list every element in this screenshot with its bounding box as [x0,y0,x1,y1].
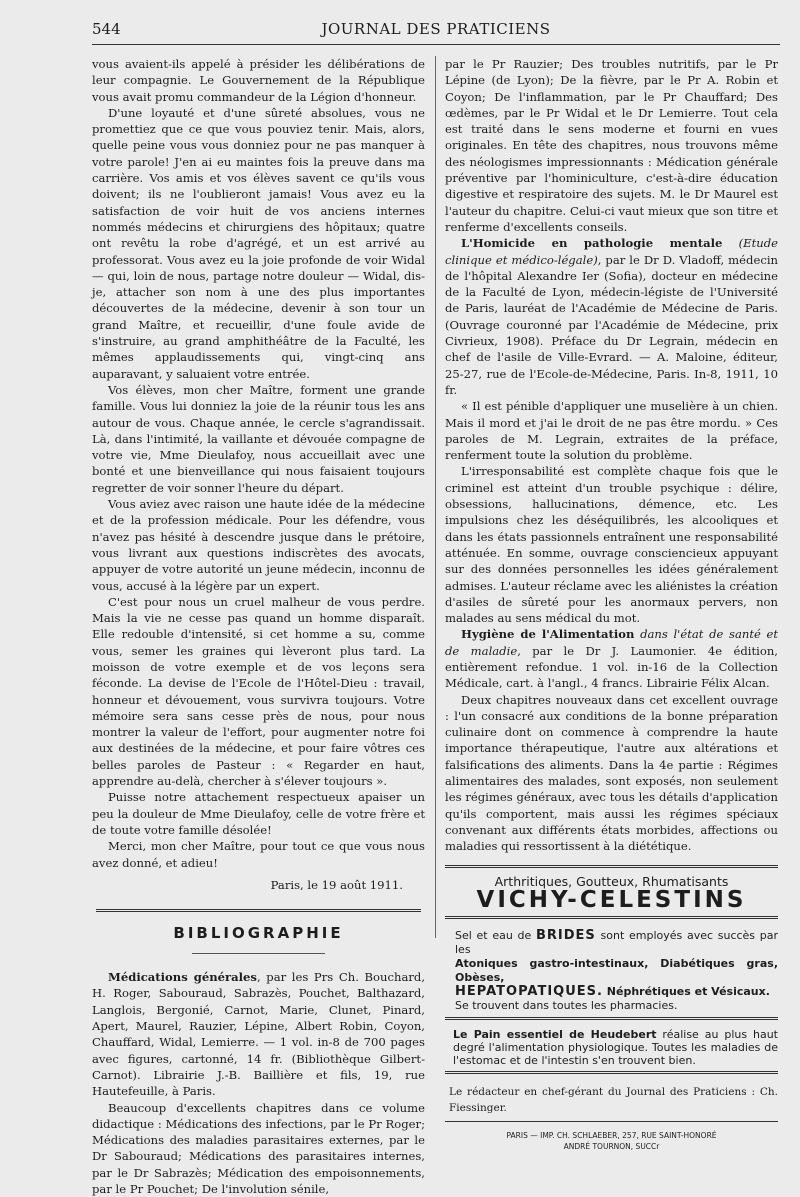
left-column [92,56,425,1197]
ad-brides-brand: BRIDES [536,928,596,944]
bib-entry-title: Médications générales [108,970,257,985]
right-paragraph-1: par le Pr Rauzier; Des troubles nutritifs, par le Pr Lépine (de Lyon); De la fièvre, par le Pr A. Robin et Coyon; De l'inflammation, par le Pr Chauffard; Des œdèmes, par le Pr Widal et le Dr Lemierre. Tout cela est traité dans le sens moderne et fourni en vues originales. En tête des chapitres, nous trouvons même des néologismes impressionnants : Médication générale préventive par l'hominiculture, c'est-à-dire éducation digestive et respiratoire des sujets. M. le Dr Maurel est l'auteur du chapitre. Celui-ci vaut mieux que son titre et renferme d'excellents conseils. [445,57,778,234]
left-paragraph-7: Merci, mon cher Maître, pour tout ce que vous nous avez donné, et adieu! [92,839,425,870]
ad-brides-hepatopatiques: HEPATOPATIQUES. [455,984,603,1000]
ad-heudebert-brand: Le Pain essentiel de Heudebert [453,1028,657,1042]
ad-brides-line-2: Atoniques gastro-intestinaux, Diabétiques gras, Obèses, [455,957,778,985]
running-head: JOURNAL DES PRATICIENS [321,20,551,38]
bib-entry-subtitle: (Etude clinique et médico-légale) [445,236,778,267]
bibliography-heading-block [92,907,425,969]
column-divider [435,56,436,938]
page-header [92,14,780,42]
left-paragraph-1: vous avaient-ils appelé à présider les délibérations de leur compagnie. Le Gouvernement de la République vous avait promu commandeur de la Légion d'honneur. [92,57,425,104]
page-number: 544 [92,20,121,38]
advertisement-block [445,865,778,1152]
bib-entry-subtitle: dans l'état de santé et de maladie [445,627,779,658]
ad-rule-top [445,865,778,868]
bib-entry-details: , par le Dr J. Laumonier. 4e édition, entièrement refondue. 1 vol. in-16 de la Collection Médicale, cart. à l'angl., 4 francs. Librairie Félix Alcan. [445,643,778,691]
left-paragraph-3: Vos élèves, mon cher Maître, forment une grande famille. Vous lui donniez la joie de la réunir tous les ans autour de vous. Chaque année, le cercle s'agrandissait. Là, dans l'intimité, la vaillante et dévouée compagne de votre vie, Mme Dieulafoy, nous accueillait avec une bonté et une bienveillance qui nous faisaient toujours regretter de voir sonner l'heure du départ. [92,382,425,495]
bib-entry-medications [92,969,425,1099]
ad-heudebert [445,1028,778,1067]
ad-rule-bottom [445,1071,778,1074]
bib-entry-title: Hygiène de l'Alimentation [461,627,635,642]
header-rule [92,44,780,45]
bib-entry-homicide [445,235,778,398]
right-paragraph-4: Deux chapitres nouveaux dans cet excellent ouvrage : l'un consacré aux conditions de la bonne préparation culinaire dont on commence à comprendre la haute importance thérapeutique, l'autre aux altérations et falsifications des aliments. Dans la 4e partie : Régimes alimentaires des malades, sont exposés, non seulement les régimes généraux, avec tous les détails d'application qu'ils comportent, mais aussi les régimes spéciaux convenant aux différents états morbides, affections ou maladies qui ressortissent à la diététique. [445,692,778,854]
left-paragraph-5: C'est pour nous un cruel malheur de vous perdre. Mais la vie ne cesse pas quand un homme disparaît. Elle redouble d'intensité, si cet homme a su, comme vous, semer les graines qui lèveront plus tard. La moisson de votre exemple et de vos leçons sera féconde. La devise de l'Ecole de l'Hôtel-Dieu : travail, honneur et dévouement, vous survivra toujours. Votre mémoire sera sans cesse près de nous, pour nous montrer la valeur de l'effort, pour augmenter notre foi aux destinées de la médecine, et pour faire vôtres ces belles paroles de Pasteur : « Regarder en haut, apprendre au-delà, chercher à s'élever toujours ». [92,594,425,789]
editor-credit: Le rédacteur en chef-gérant du Journal des Praticiens : Ch. Fiessinger. [449,1086,778,1115]
bib-entry-details: , par le Dr D. Vladoff, médecin de l'hôpital Alexandre Ier (Sofia), docteur en médecine de la Faculté de Lyon, médecin-légiste de l'Université de Paris, lauréat de l'Académie de Médecine de Paris. (Ouvrage couronné par l'Académie de Médecine, prix Civrieux, 1908). Préface du Dr Legrain, médecin en chef de l'asile de Ville-Evrard. — A. Maloine, éditeur, 25-27, rue de l'Ecole-de-Médecine, Paris. In-8, 1911, 10 fr. [445,252,778,397]
signoff-date: Paris, le 19 août 1911. [270,877,403,892]
printer-line-2: ANDRÉ TOURNON, SUCCr [563,1141,660,1151]
bibliography-rule-bottom [192,953,325,954]
ad-brides [445,929,778,1013]
ad-rule-lower [445,1017,778,1020]
ad-brides-line-4: Se trouvent dans toutes les pharmacies. [455,999,678,1013]
ad-vichy-brand: VICHY-CELESTINS [476,886,747,913]
bib-entry-details: , par les Prs Ch. Bouchard, H. Roger, Sabouraud, Sabrazès, Pouchet, Balthazard, Langlois, Bergonié, Carnot, Marie, Clunet, Pinard, Apert, Maurel, Rauzier, Lépine, Albert Robin, Coyon, Chauffard, Widal, Lemierre. — 1 vol. in-8 de 700 pages avec figures, cartonné, 14 fr. (Bibliothèque Gilbert-Carnot). Librairie J.-B. Baillière et fils, 19, rue Hautefeuille, à Paris. [92,970,426,1099]
right-column [445,56,778,1152]
ad-brides-text: sont employés avec succès par les [455,929,778,957]
ad-rule-mid [445,916,778,919]
ad-brides-text: Sel et eau de [455,929,536,943]
ad-brides-text: Néphrétiques et Vésicaux. [602,985,770,999]
bibliography-rule-top [96,909,421,912]
printer-imprint [445,1130,778,1152]
ad-brides-line-3 [455,985,778,999]
left-paragraph-6: Puisse notre attachement respectueux apaiser un peu la douleur de Mme Dieulafoy, celle de votre frère et de toute votre famille désolée! [92,790,425,837]
left-paragraph-4: Vous aviez avec raison une haute idée de la médecine et de la profession médicale. Pour les défendre, vous n'avez pas hésité à descendre jusque dans le prétoire, vous livrant aux questions indiscrètes des avocats, appuyer de votre autorité un jeune médecin, inconnu de vous, accusé à la légère par un expert. [92,497,425,593]
bibliography-heading: BIBLIOGRAPHIE [173,924,344,943]
bib-entry-hygiene [445,626,778,691]
ad-brides-line-1 [455,929,778,957]
right-paragraph-3: L'irresponsabilité est complète chaque fois que le criminel est atteint d'un trouble psychique : délire, obsessions, hallucinations, démence, etc. Les impulsions chez les déséquilibrés, les alcooliques et dans les états passionnels entraînent une responsabilité atténuée. En somme, ouvrage consciencieux appuyant sur des données personnelles les idées généralement admises. L'auteur réclame avec les aliénistes la création d'asiles de sûreté pour les anormaux pervers, non malades au sens médical du mot. [445,464,778,626]
printer-rule [445,1121,778,1122]
ad-vichy-tagline: Arthritiques, Goutteux, Rhumatisants [494,873,729,889]
right-paragraph-2: « Il est pénible d'appliquer une muselière à un chien. Mais il mord et j'ai le droit de ne pas être mordu. » Ces paroles de M. Legrain, extraites de la préface, renferment toute la solution du problème. [445,399,778,463]
left-paragraph-2: D'une loyauté et d'une sûreté absolues, vous ne promettiez que ce que vous pouviez tenir. Mais, alors, quelle peine vous vous donniez pour ne pas manquer à votre parole! J'en ai eu maintes fois la preuve dans ma carrière. Vos amis et vos élèves savent ce qu'ils vous doivent; ils ne l'oublieront jamais! Vous avez eu la satisfaction de voir huit de vos anciens internes nommés médecins et chirurgiens des hôpitaux; quatre ont revêtu la robe d'agrégé, et un est arrivé au professorat. Vous avez eu la joie profonde de voir Widal — qui, loin de nous, partage notre douleur — Widal, dis-je, attacher son nom à une des plus importantes découvertes de la médecine, devenir à son tour un grand Maître, et recueillir, d'une foule avide de s'instruire, au grand amphithéâtre de la Faculté, les mêmes applaudissements qui, vingt-cinq ans auparavant, y saluaient votre entrée. [92,105,425,381]
ad-heudebert-text: réalise au plus haut degré l'alimentation physiologique. Toutes les maladies de l'estomac et de l'intestin s'en trouvent bien. [453,1028,778,1068]
bib-entry-title: L'Homicide en pathologie mentale [461,236,723,251]
printer-line-1: PARIS — IMP. CH. SCHLAEBER, 257, RUE SAINT-HONORÉ [506,1130,717,1140]
bib-review-medications: Beaucoup d'excellents chapitres dans ce volume didactique : Médications des infections, par le Pr Roger; Médications des maladies parasitaires externes, par le Dr Sabouraud; Médications des parasitaires internes, par le Dr Sabrazès; Médication des empoisonnements, par le Pr Pouchet; De l'involution sénile, [92,1100,425,1196]
